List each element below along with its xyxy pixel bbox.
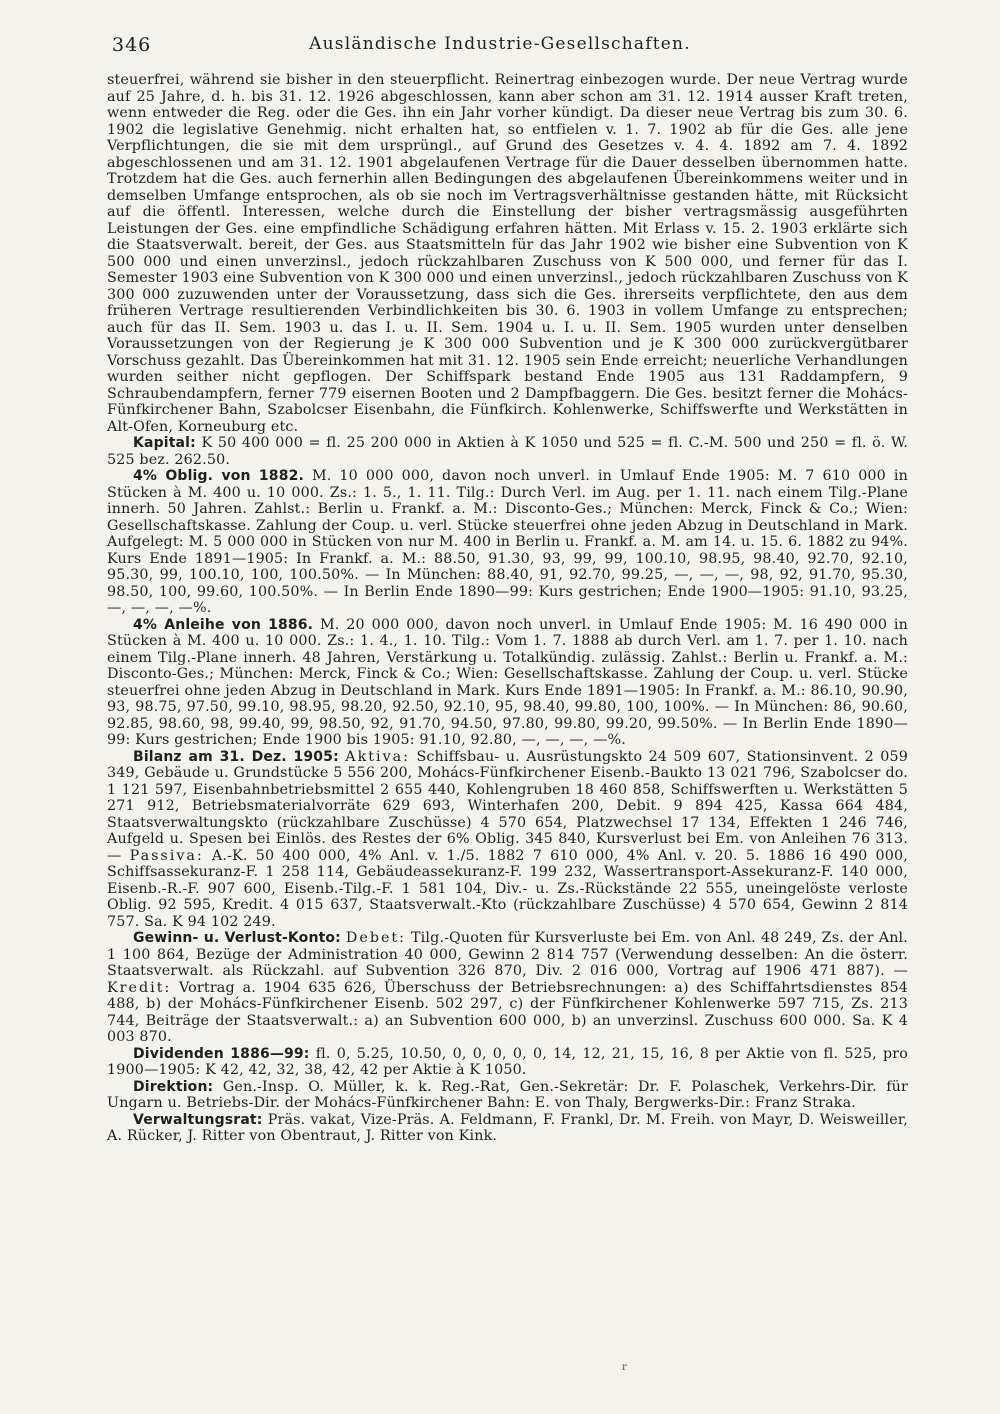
- guv-heading: Gewinn- u. Verlust-Konto:: [133, 930, 341, 946]
- intro-paragraph: steuerfrei, während sie bisher in den steuerpflicht. Reinertrag einbezogen wurde. Der neue Vertrag wurde auf 25 Jahre, d. h. bis 31. 12. 1926 abgeschlossen, kann aber schon am 31. 12. 1914 ausser Kraft treten, wenn entweder die Reg. oder die Ges. ihn ein Jahr vorher kündigt. Da dieser neue Vertrag bis zum 30. 6. 1902 die legislative Genehmig. nicht erhalten hat, so entfielen v. 1. 7. 1902 ab für die Ges. alle jene Verpflichtungen, die sie mit dem ursprüngl., auf Grund des Gesetzes v. 4. 4. 1892 am 7. 4. 1892 abgeschlossenen und am 31. 12. 1901 abgelaufenen Vertrage für die Dauer desselben übernommen hatte. Trotzdem hat die Ges. auch fernerhin allen Bedingungen des abgelaufenen Übereinkommens weiter und in demselben Umfange entsprochen, als ob sie noch im Vertragsverhältnisse gestanden hätte, mit Rücksicht auf die öffentl. Interessen, welche durch die Einstellung der bisher vertragsmässig ausgeführten Leistungen der Ges. eine empfindliche Schädigung erfahren hätten. Mit Erlass v. 15. 2. 1903 erklärte sich die Staatsverwalt. bereit, der Ges. aus Staatsmitteln für das Jahr 1902 wie bisher eine Subvention von K 500 000 und einen unverzinsl., jedoch rückzahlbaren Zuschuss von K 500 000, und ferner für das I. Semester 1903 eine Subvention von K 300 000 und einen unverzinsl., jedoch rückzahlbaren Zuschuss von K 300 000 zuzuwenden unter der Voraussetzung, dass sich die Ges. ihrerseits verpflichtete, den aus dem früheren Vertrage resultierenden Verbindlichkeiten bis 30. 6. 1903 in vollem Umfange zu entsprechen; auch für das II. Sem. 1903 u. das I. u. II. Sem. 1904 u. I. u. II. Sem. 1905 wurden unter denselben Voraussetzungen von der Regierung je K 300 000 Subvention und je K 300 000 zurückvergütbarer Vorschuss gezahlt. Das Übereinkommen hat mit 31. 12. 1905 sein Ende erreicht; neuerliche Verhandlungen wurden seither nicht gepflogen. Der Schiffspark bestand Ende 1905 aus 131 Raddampfern, 9 Schraubendampfern, ferner 779 eisernen Booten und 2 Dampfbaggern. Die Ges. besitzt ferner die Mohács-Fünfkirchener Bahn, Szabolcser Eisenbahn, die Fünfkirch. Kohlenwerke, Schiffswerfte und Werkstätten in Alt-Ofen, Korneuburg etc.: [107, 72, 908, 435]
- oblig-section: [107, 468, 908, 617]
- guv-kredit-label: Kredit:: [107, 979, 172, 996]
- direktion-heading: Direktion:: [133, 1078, 214, 1095]
- verwaltungsrat-text: Präs. vakat, Vize-Präs. A. Feldmann, F. Frankl, Dr. M. Freih. von Mayr, D. Weisweiller, A. Rücker, J. Ritter von Obentraut, J. Ritter von Kink.: [107, 1111, 908, 1144]
- page-number: 346: [112, 34, 152, 56]
- bilanz-heading: Bilanz am 31. Dez. 1905:: [133, 748, 339, 765]
- anleihe-section: [107, 617, 908, 749]
- bilanz-aktiva-label: Aktiva:: [345, 748, 410, 765]
- guv-section: [107, 930, 908, 1046]
- direktion-section: [107, 1079, 908, 1112]
- bilanz-aktiva-text: Schiffsbau- u. Ausrüstungskto 24 509 607, Stationsinvent. 2 059 349, Gebäude u. Grundstücke 5 556 200, Mohács-Fünfkirchener Eisenb.-Baukto 13 021 796, Szabolcser do. 1 121 597, Eisenbahnbetriebsmittel 2 655 440, Kohlengruben 18 460 858, Schiffswerften u. Werkstätten 5 271 912, Betriebsmaterialvorräte 629 693, Winterhafen 200, Debit. 9 894 425, Kassa 664 484, Staatsverwaltungskto (rückzahlbare Zuschüsse) 4 570 654, Platzwechsel 17 134, Effekten 1 246 746, Aufgeld u. Spesen bei Einlös. des Restes der 6% Oblig. 345 840, Kursverlust bei Em. von Anleihen 76 313. —: [107, 748, 908, 864]
- kapital-heading: Kapital:: [133, 435, 196, 451]
- running-title: Ausländische Industrie-Gesellschaften.: [309, 34, 691, 54]
- bilanz-passiva-text: A.-K. 50 400 000, 4% Anl. v. 1./5. 1882 7 610 000, 4% Anl. v. 20. 5. 1886 16 490 000, Schiffsassekuranz-F. 1 258 114, Gebäudeassekuranz-F. 199 232, Wassertransport-Assekuranz-F. 140 000, Eisenb.-R.-F. 907 600, Eisenb.-Tilg.-F. 1 581 104, Div.- u. Zs.-Rückstände 22 555, uneingelöste verloste Oblig. 92 595, Kredit. 4 015 637, Staatsverwalt.-Kto (rückzahlbare Zuschüsse) 4 570 654, Gewinn 2 814 757. Sa. K 94 102 249.: [107, 847, 908, 930]
- dividenden-section: [107, 1046, 908, 1079]
- page-body: [107, 72, 908, 1145]
- kapital-section: [107, 435, 908, 468]
- kapital-text: K 50 400 000 = fl. 25 200 000 in Aktien à K 1050 und 525 = fl. C.-M. 500 und 250 = fl. ö. W. 525 bez. 262.50.: [107, 435, 908, 468]
- bilanz-passiva-label: Passiva:: [129, 847, 204, 864]
- footer-mark: r: [622, 1362, 627, 1373]
- dividenden-heading: Dividenden 1886—99:: [133, 1045, 310, 1062]
- guv-debet-text: Tilg.-Quoten für Kursverluste bei Em. von Anl. 48 249, Zs. der Anl. 1 100 864, Bezüge der Administration 40 000, Gewinn 2 814 757 (Verwendung desselben: An die österr. Staatsverwalt. als Rückzahl. auf Subvention 326 870, Div. 2 016 000, Vortrag auf 1906 471 887). —: [107, 930, 908, 979]
- verwaltungsrat-heading: Verwaltungsrat:: [133, 1111, 263, 1128]
- oblig-text: M. 10 000 000, davon noch unverl. in Umlauf Ende 1905: M. 7 610 000 in Stücken à M. 400 u. 10 000. Zs.: 1. 5., 1. 11. Tilg.: Durch Verl. im Aug. per 1. 11. nach einem Tilg.-Plane innerh. 50 Jahren. Zahlst.: Berlin u. Frankf. a. M.: Disconto-Ges.; München: Merck, Finck & Co.; Wien: Gesellschaftskasse. Zahlung der Coup. u. verl. Stücke steuerfrei ohne jeden Abzug in Deutschland in Mark. Aufgelegt: M. 5 000 000 in Stücken von nur M. 400 in Berlin u. Frankf. a. M. am 14. u. 15. 6. 1882 zu 94%. Kurs Ende 1891—1905: In Frankf. a. M.: 88.50, 91.30, 93, 99, 99, 100.10, 98.95, 98.40, 92.70, 92.10, 95.30, 99, 100.10, 100, 100.50%. — In München: 88.40, 91, 92.70, 99.25, —, —, —, 98, 92, 91.70, 95.30, 98.50, 100, 99.60, 100.50%. — In Berlin Ende 1890—99: Kurs gestrichen; Ende 1900—1905: 91.10, 93.25, —, —, —, —%.: [107, 468, 908, 616]
- oblig-heading: 4% Oblig. von 1882.: [133, 468, 304, 484]
- guv-kredit-text: Vortrag a. 1904 635 626, Überschuss der Betriebsrechnungen: a) des Schiffahrtsdienstes 854 488, b) der Mohács-Fünfkirchener Eisenb. 502 297, c) der Fünfkirchener Kohlenwerke 597 715, Zs. 213 744, Beiträge der Staatsverwalt.: a) an Subvention 600 000, b) an unverzinsl. Zuschuss 600 000. Sa. K 4 003 870.: [107, 979, 908, 1045]
- dividenden-text: fl. 0, 5.25, 10.50, 0, 0, 0, 0, 0, 14, 12, 21, 15, 16, 8 per Aktie von fl. 525, pro 1900—1905: K 42, 42, 32, 38, 42, 42 per Aktie à K 1050.: [107, 1045, 908, 1078]
- direktion-text: Gen.-Insp. O. Müller, k. k. Reg.-Rat, Gen.-Sekretär: Dr. F. Polaschek, Verkehrs-Dir. für Ungarn u. Betriebs-Dir. der Mohács-Fünfkirchener Bahn: E. von Thaly, Bergwerks-Dir.: Franz Straka.: [107, 1078, 908, 1111]
- verwaltungsrat-section: [107, 1112, 908, 1145]
- anleihe-heading: 4% Anleihe von 1886.: [133, 616, 314, 633]
- guv-debet-label: Debet:: [345, 930, 406, 946]
- bilanz-section: [107, 749, 908, 931]
- anleihe-text: M. 20 000 000, davon noch unverl. in Umlauf Ende 1905: M. 16 490 000 in Stücken à M. 400 u. 10 000. Zs.: 1. 4., 1. 10. Tilg.: Vom 1. 7. 1888 ab durch Verl. am 1. 7. per 1. 10. nach einem Tilg.-Plane innerh. 48 Jahren, Verstärkung u. Totalkündig. zulässig. Zahlst.: Berlin u. Frankf. a. M.: Disconto-Ges.; München: Merck, Finck & Co.; Wien: Gesellschaftskasse. Zahlung der Coup. u. verl. Stücke steuerfrei ohne jeden Abzug in Deutschland in Mark. Kurs Ende 1891—1905: In Frankf. a. M.: 86.10, 90.90, 93, 98.75, 97.50, 99.10, 98.95, 98.20, 92.50, 92.10, 95, 98.40, 99.80, 100, 100%. — In München: 86, 90.60, 92.85, 98.60, 98, 99.40, 99, 98.50, 92, 91.70, 94.50, 97.80, 99.80, 99.20, 99.50%. — In Berlin Ende 1890—99: Kurs gestrichen; Ende 1900 bis 1905: 91.10, 92.80, —, —, —, —%.: [107, 616, 909, 748]
